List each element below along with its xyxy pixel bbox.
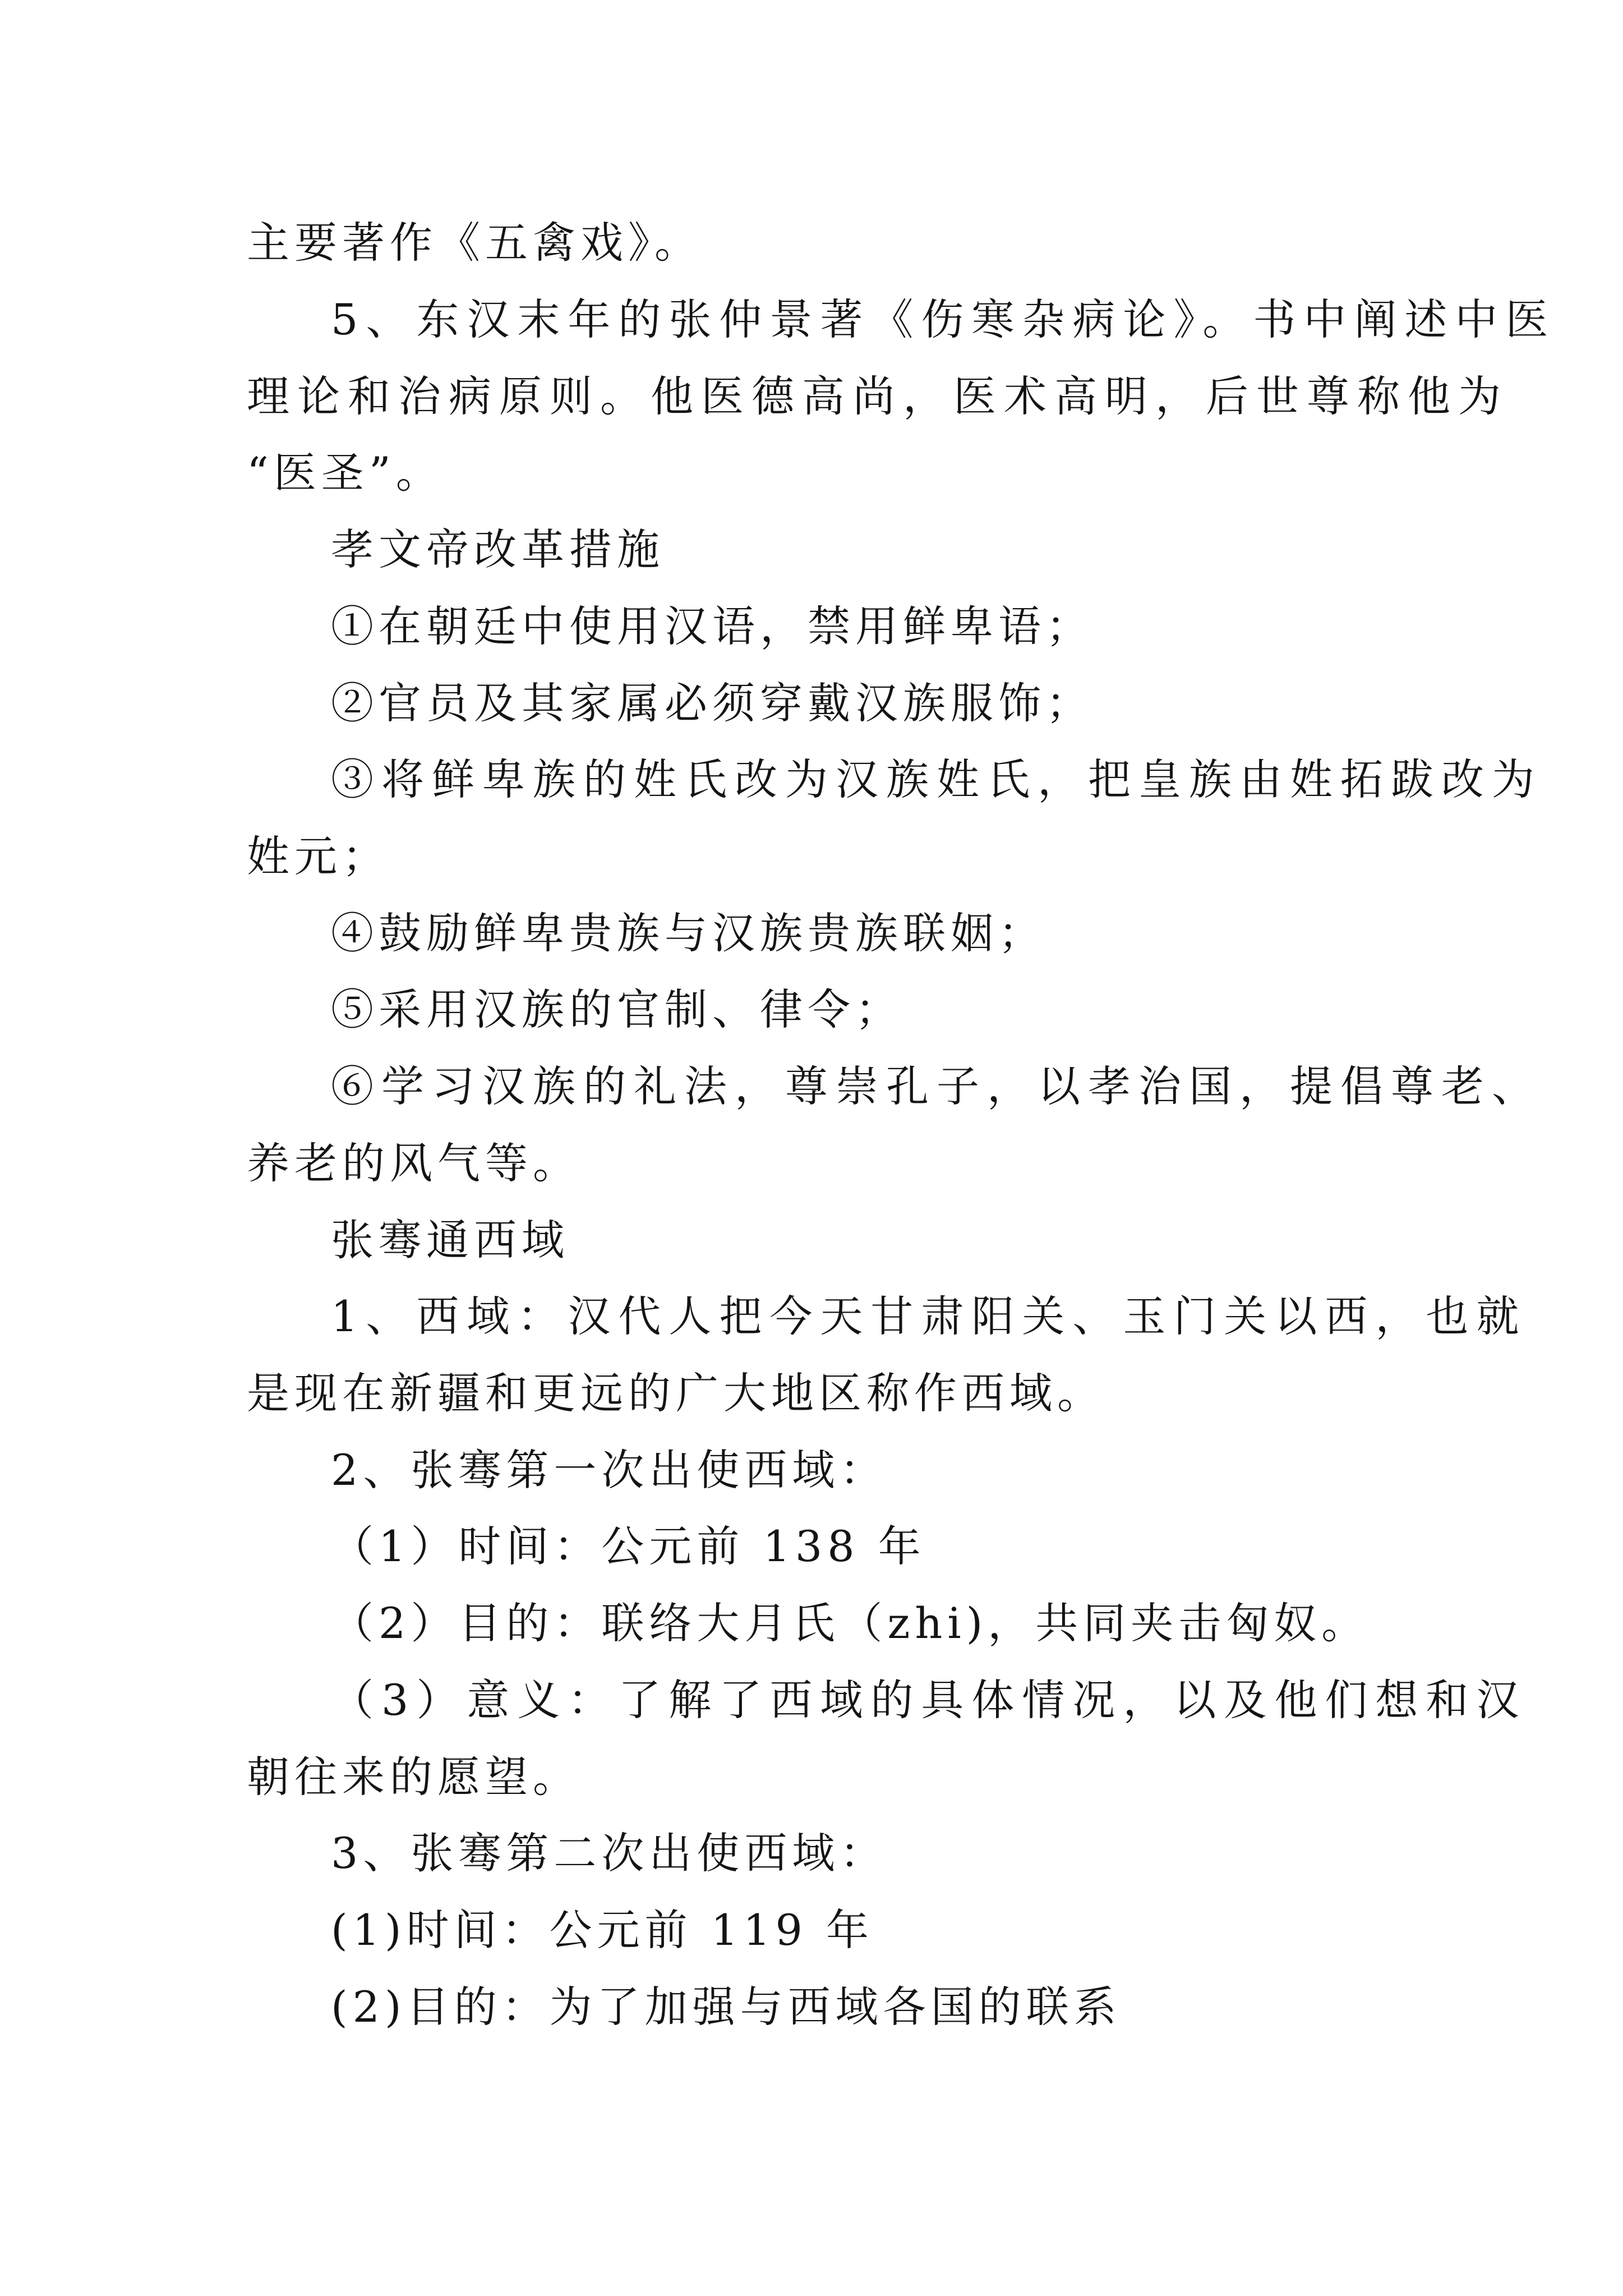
text-line: 姓元； [247, 831, 390, 881]
text-line: 1、西域：汉代人把今天甘肃阳关、玉门关以西，也就 [331, 1291, 1527, 1341]
text-line: ③将鲜卑族的姓氏改为汉族姓氏，把皇族由姓拓跋改为 [331, 754, 1542, 804]
text-line: (1)时间：公元前 119 年 [331, 1905, 874, 1955]
text-line: ④鼓励鲜卑贵族与汉族贵族联姻； [331, 908, 1046, 958]
text-line: 3、张骞第二次出使西域： [331, 1828, 888, 1878]
text-line: 2、张骞第一次出使西域： [331, 1445, 888, 1495]
text-line: (2)目的：为了加强与西域各国的联系 [331, 1982, 1122, 2032]
text-line: 理论和治病原则。他医德高尚，医术高明，后世尊称他为 [247, 371, 1509, 421]
text-line: ⑥学习汉族的礼法，尊崇孔子，以孝治国，提倡尊老、 [331, 1061, 1542, 1111]
text-line: （2）目的：联络大月氏（zhi)，共同夹击匈奴。 [331, 1598, 1370, 1648]
text-line: “医圣”。 [247, 448, 444, 498]
section-heading: 张骞通西域 [331, 1215, 569, 1265]
text-line: 是现在新疆和更远的广大地区称作西域。 [247, 1368, 1105, 1418]
text-line: 主要著作《五禽戏》。 [247, 218, 702, 268]
text-line: 养老的风气等。 [247, 1138, 580, 1188]
text-line: ②官员及其家属必须穿戴汉族服饰； [331, 678, 1094, 728]
text-line: 5、东汉末年的张仲景著《伤寒杂病论》。书中阐述中医 [331, 295, 1556, 344]
text-line: 朝往来的愿望。 [247, 1752, 580, 1802]
text-line: （1）时间：公元前 138 年 [331, 1521, 926, 1571]
text-line: ①在朝廷中使用汉语，禁用鲜卑语； [331, 601, 1094, 651]
text-line: （3）意义：了解了西域的具体情况，以及他们想和汉 [331, 1675, 1527, 1725]
text-line: ⑤采用汉族的官制、律令； [331, 984, 903, 1034]
section-heading: 孝文帝改革措施 [331, 524, 665, 574]
